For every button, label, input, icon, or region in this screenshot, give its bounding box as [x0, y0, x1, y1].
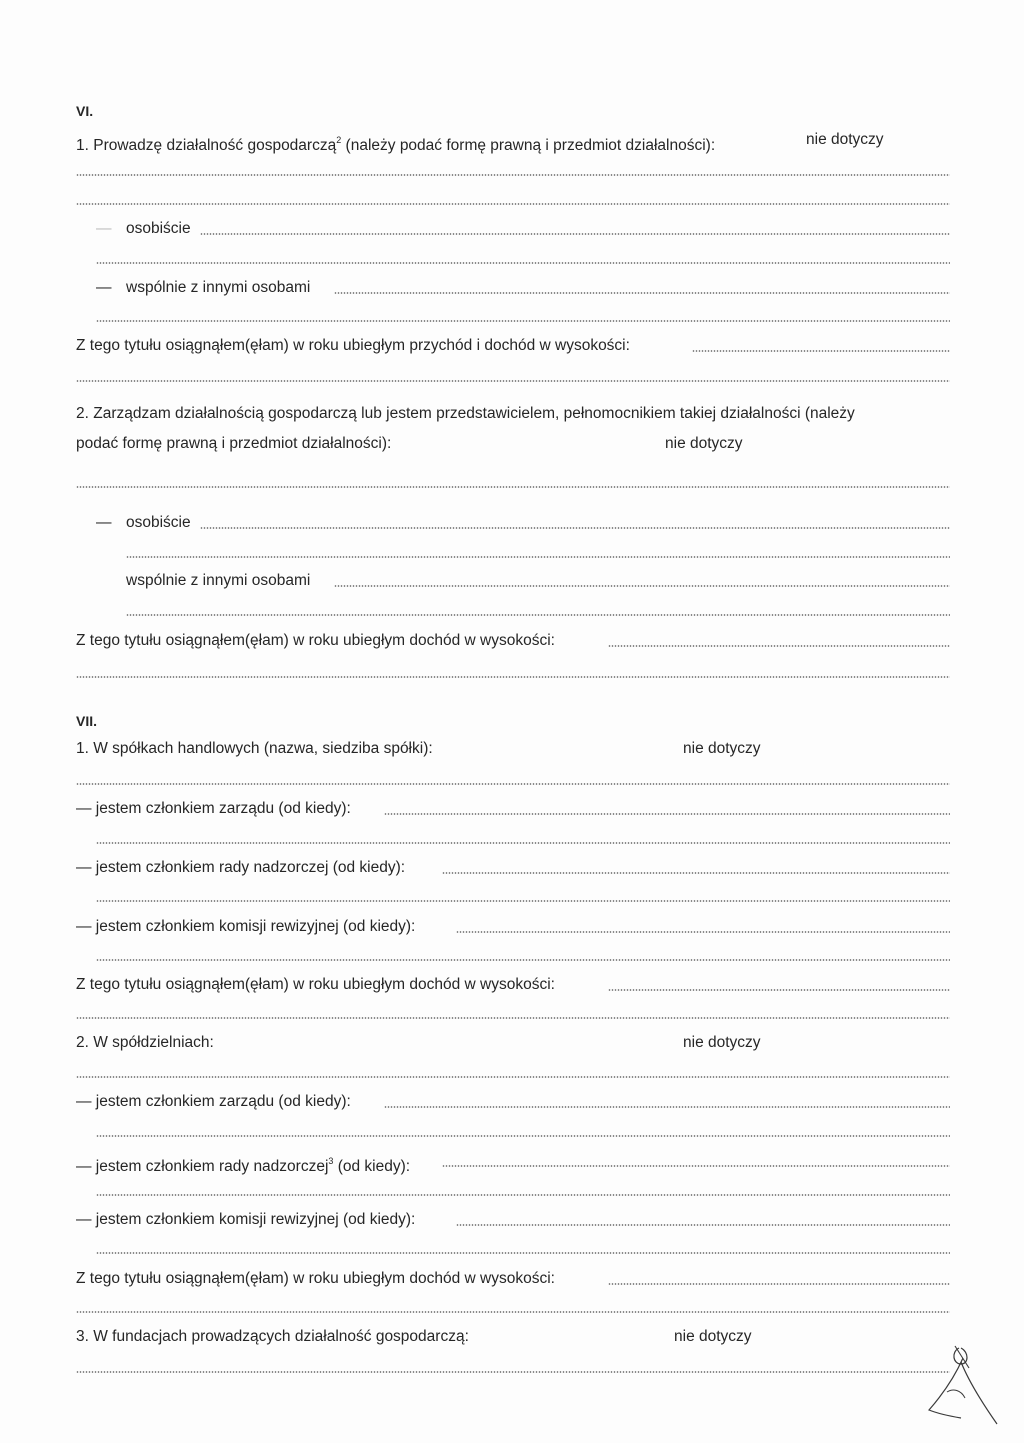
answer-text: nie dotyczy	[683, 1034, 761, 1051]
option-label: wspólnie z innymi osobami	[126, 279, 311, 296]
dotted-line	[334, 585, 950, 587]
dotted-line	[442, 872, 950, 874]
section-heading: VI.	[76, 103, 94, 119]
dotted-line	[96, 320, 950, 322]
dotted-line	[76, 174, 950, 176]
answer-text: nie dotyczy	[674, 1328, 752, 1345]
dash-marker: —	[96, 514, 112, 531]
role-label: — jestem członkiem rady nadzorczej (od kiedy):	[76, 859, 406, 876]
dotted-line	[96, 959, 950, 961]
dotted-line	[692, 350, 950, 352]
dash-marker: —	[96, 279, 112, 296]
dotted-line	[96, 842, 950, 844]
income-label: Z tego tytułu osiągnąłem(ęłam) w roku ubiegłym przychód i dochód w wysokości:	[76, 337, 630, 354]
income-label: Z tego tytułu osiągnąłem(ęłam) w roku ubiegłym dochód w wysokości:	[76, 1270, 555, 1287]
dotted-line	[76, 676, 950, 678]
role-label: — jestem członkiem komisji rewizyjnej (od kiedy):	[76, 918, 416, 935]
option-label: osobiście	[126, 220, 191, 237]
dotted-line	[96, 1252, 950, 1254]
role-label: — jestem członkiem komisji rewizyjnej (od kiedy):	[76, 1211, 416, 1228]
dotted-line	[608, 1283, 950, 1285]
income-label: Z tego tytułu osiągnąłem(ęłam) w roku ubiegłym dochód w wysokości:	[76, 976, 555, 993]
dotted-line	[456, 931, 950, 933]
dotted-line	[76, 486, 950, 488]
question-text: 1. W spółkach handlowych (nazwa, siedziba spółki):	[76, 740, 433, 757]
dotted-line	[200, 527, 950, 529]
dotted-line	[126, 556, 950, 558]
dotted-line	[456, 1224, 950, 1226]
dotted-line	[76, 783, 950, 785]
dotted-line	[608, 645, 950, 647]
dotted-line	[76, 203, 950, 205]
dotted-line	[384, 813, 950, 815]
dotted-line	[96, 1135, 950, 1137]
dotted-line	[76, 1076, 950, 1078]
role-label: — jestem członkiem zarządu (od kiedy):	[76, 800, 351, 817]
option-label: osobiście	[126, 514, 191, 531]
dotted-line	[200, 233, 950, 235]
income-label: Z tego tytułu osiągnąłem(ęłam) w roku ubiegłym dochód w wysokości:	[76, 632, 555, 649]
dotted-line	[76, 380, 950, 382]
dotted-line	[334, 292, 950, 294]
dash-marker: —	[96, 220, 112, 237]
role-label: — jestem członkiem rady nadzorczej$^3$ (od kiedy):	[76, 1156, 411, 1175]
dotted-line	[76, 1017, 950, 1019]
dotted-line	[442, 1165, 950, 1167]
dotted-line	[608, 989, 950, 991]
dotted-line	[384, 1106, 950, 1108]
dotted-line	[76, 1311, 950, 1313]
section-heading: VII.	[76, 713, 98, 729]
dotted-line	[96, 900, 950, 902]
signature-initials-mark	[925, 1342, 1005, 1427]
dotted-line	[96, 1194, 950, 1196]
question-text: 2. Zarządzam działalnością gospodarczą lub jestem przedstawicielem, pełnomocnikiem takiej działalności (należy	[76, 405, 855, 422]
answer-text: nie dotyczy	[683, 740, 761, 757]
question-text: podać formę prawną i przedmiot działalności):	[76, 435, 392, 452]
dotted-line	[126, 614, 950, 616]
question-text: 2. W spółdzielniach:	[76, 1034, 214, 1051]
question-text: 3. W fundacjach prowadzących działalność gospodarczą:	[76, 1328, 469, 1345]
answer-text: nie dotyczy	[665, 435, 743, 452]
dotted-line	[96, 262, 950, 264]
answer-text: nie dotyczy	[806, 131, 884, 148]
option-label: wspólnie z innymi osobami	[126, 572, 311, 589]
question-text: 1. Prowadzę działalność gospodarczą$^2$ (należy podać formę prawną i przedmiot działalności):	[76, 135, 716, 154]
role-label: — jestem członkiem zarządu (od kiedy):	[76, 1093, 351, 1110]
dotted-line	[76, 1371, 950, 1373]
